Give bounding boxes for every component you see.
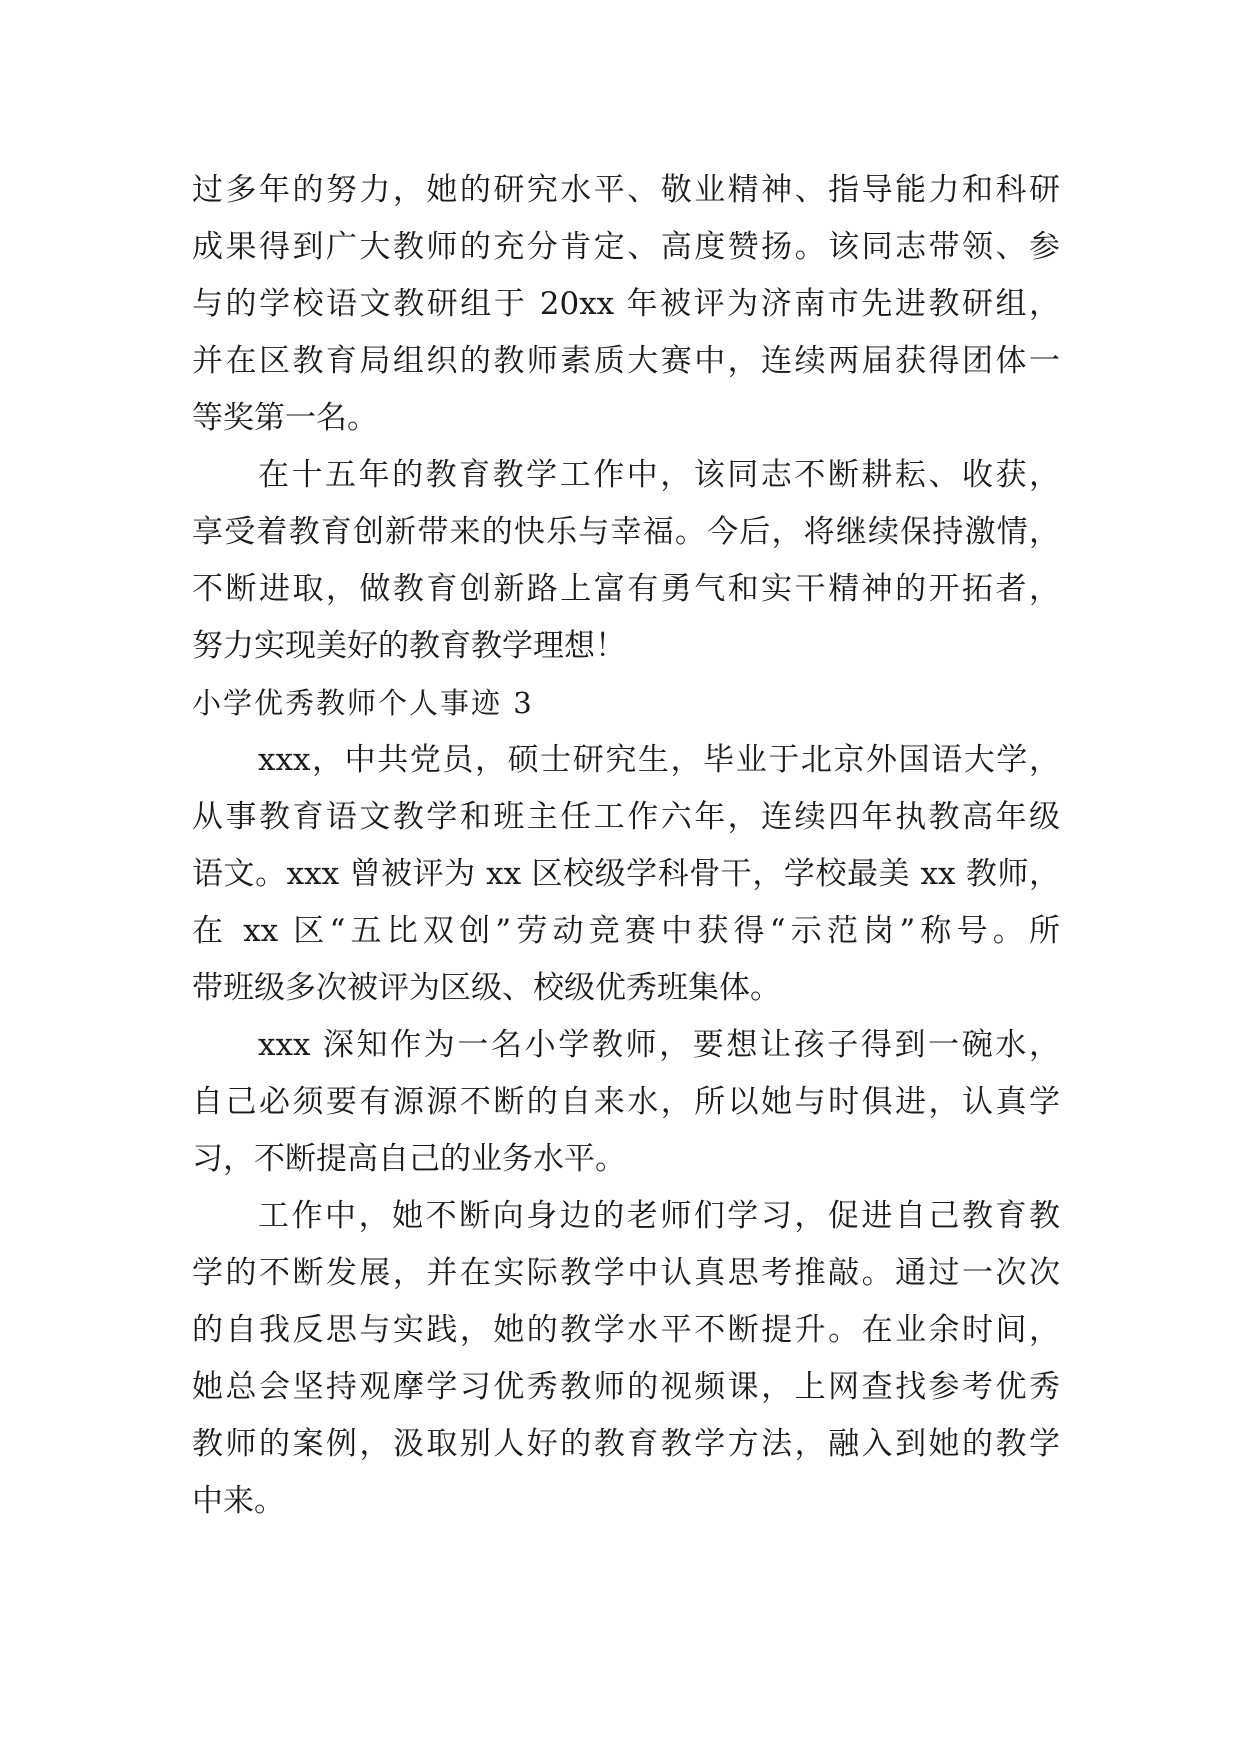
section-heading: 小学优秀教师个人事迹 3: [192, 686, 534, 720]
paragraph-1: [192, 162, 1060, 447]
text-line: 的自我反思与实践，她的教学水平不断提升。在业余时间，: [192, 1312, 1060, 1348]
text-line: 在 xx 区“五比双创”劳动竞赛中获得“示范岗”称号。所: [192, 913, 1060, 949]
text-line: 努力实现美好的教育教学理想！: [192, 628, 626, 664]
text-line: 过多年的努力，她的研究水平、敬业精神、指导能力和科研: [192, 172, 1060, 208]
text-line: 带班级多次被评为区级、校级优秀班集体。: [192, 970, 781, 1006]
text-line: 不断进取，做教育创新路上富有勇气和实干精神的开拓者，: [192, 571, 1060, 607]
document-body: [192, 162, 1060, 1530]
paragraph-3: [192, 732, 1060, 1017]
text-line: 学的不断发展，并在实际教学中认真思考推敲。通过一次次: [192, 1255, 1060, 1291]
text-line: 享受着教育创新带来的快乐与幸福。今后，将继续保持激情，: [192, 514, 1060, 550]
text-line: 工作中，她不断向身边的老师们学习，促进自己教育教: [258, 1198, 1060, 1234]
text-line: 中来。: [192, 1483, 285, 1519]
text-line: 她总会坚持观摩学习优秀教师的视频课，上网查找参考优秀: [192, 1369, 1060, 1405]
text-line: 从事教育语文教学和班主任工作六年，连续四年执教高年级: [192, 799, 1060, 835]
text-line: xxx 深知作为一名小学教师，要想让孩子得到一碗水，: [258, 1027, 1060, 1063]
text-line: 自己必须要有源源不断的自来水，所以她与时俱进，认真学: [192, 1084, 1060, 1120]
paragraph-2: [192, 447, 1060, 675]
text-line: 成果得到广大教师的充分肯定、高度赞扬。该同志带领、参: [192, 229, 1060, 265]
paragraph-4: [192, 1017, 1060, 1188]
text-line: 等奖第一名。: [192, 400, 378, 436]
text-line: 习，不断提高自己的业务水平。: [192, 1141, 626, 1177]
text-line: xxx，中共党员，硕士研究生，毕业于北京外国语大学，: [258, 742, 1060, 778]
paragraph-5: [192, 1188, 1060, 1530]
text-line: 语文。xxx 曾被评为 xx 区校级学科骨干，学校最美 xx 教师，: [192, 856, 1060, 892]
text-line: 与的学校语文教研组于 20xx 年被评为济南市先进教研组，: [192, 286, 1060, 322]
text-line: 在十五年的教育教学工作中，该同志不断耕耘、收获，: [258, 457, 1060, 493]
text-line: 教师的案例，汲取别人好的教育教学方法，融入到她的教学: [192, 1426, 1060, 1462]
text-line: 并在区教育局组织的教师素质大赛中，连续两届获得团体一: [192, 343, 1060, 379]
